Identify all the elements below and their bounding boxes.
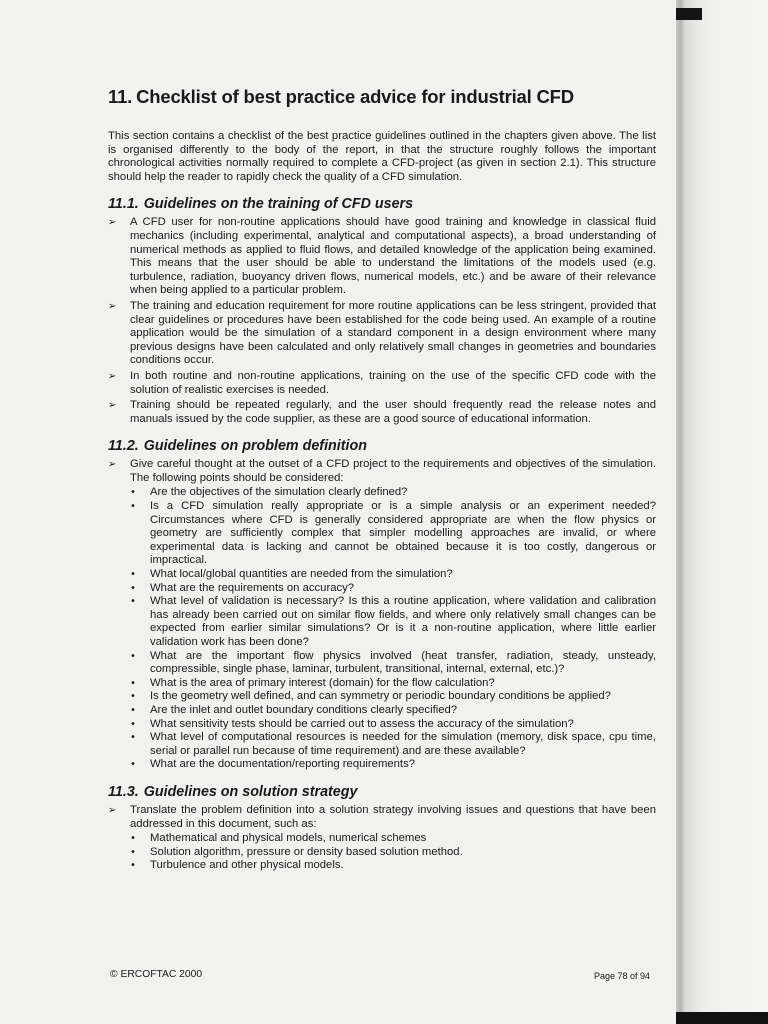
arrow-bullet-icon: ➢ bbox=[108, 804, 117, 816]
arrow-bullet-icon: ➢ bbox=[108, 217, 117, 229]
section-number: 11.2. bbox=[108, 438, 139, 455]
bullet-text: What are the requirements on accuracy? bbox=[150, 581, 355, 594]
bullet-dot-icon: • bbox=[130, 650, 136, 662]
bullet-dot-icon: • bbox=[130, 718, 136, 730]
bullet-text: Turbulence and other physical models. bbox=[150, 859, 344, 872]
bullet-dot-icon: • bbox=[130, 501, 136, 513]
intro-paragraph: This section contains a checklist of the best practice guidelines outlined in the chapters given above. The list is organised differently to the body of the report, in that the structure roughly follows the important chronological activities normally required to complete a CFD-project (as given in section 2.1). This structure should help the reader to rapidly check the quality of a CFD simulation. bbox=[108, 130, 656, 183]
section-title: Guidelines on problem definition bbox=[143, 438, 367, 455]
arrow-bullet-icon: ➢ bbox=[108, 300, 117, 312]
bullet-text: What are the important flow physics involved (heat transfer, radiation, steady, unsteady, compressible, single phase, laminar, turbulent, transitional, internal, external, etc.)? bbox=[150, 649, 656, 676]
item-text: The training and education requirement for more routine applications can be less stringent, provided that clear guidelines or procedures have been established for the code being used. An example of a routine application would be the simulation of a standard component in a design environment where many previous designs have been calculated and only relatively small changes in geometries and boundaries conditions occur. bbox=[130, 299, 656, 367]
bullet-text: What sensitivity tests should be carried out to assess the accuracy of the simulation? bbox=[150, 717, 574, 730]
bullet-text: What are the documentation/reporting requirements? bbox=[150, 758, 415, 771]
footer-copyright: © ERCOFTAC 2000 bbox=[110, 969, 203, 980]
bullet-dot-icon: • bbox=[130, 569, 136, 581]
item-text: Give careful thought at the outset of a CFD project to the requirements and objectives of the simulation. The following points should be considered: bbox=[130, 458, 656, 484]
bullet-dot-icon: • bbox=[130, 582, 136, 594]
arrow-list-item bbox=[108, 370, 656, 397]
bullet-text: What level of computational resources is needed for the simulation (memory, disk space, cpu time, serial or parallel run because of time requirement) and are these available? bbox=[150, 731, 656, 757]
bullet-text: What level of validation is necessary? Is this a routine application, where validation and calibration has already been carried out on similar flow fields, and where only relatively small changes can be expected from earlier similar simulations? Or is it a non-routine application, where little earlier validation work has been done? bbox=[150, 595, 656, 648]
section-heading bbox=[108, 784, 656, 800]
bullet-item bbox=[130, 731, 656, 758]
bullet-item bbox=[130, 859, 656, 873]
bullet-dot-icon: • bbox=[130, 833, 136, 845]
arrow-bullet-icon: ➢ bbox=[108, 400, 117, 412]
binding-spine bbox=[676, 0, 768, 1024]
bullet-item bbox=[130, 568, 656, 582]
bullet-item bbox=[130, 677, 656, 691]
item-text: Training should be repeated regularly, and the user should frequently read the release notes and manuals issued by the code supplier, as these are a good source of educational information. bbox=[130, 399, 656, 425]
bullet-text: Are the objectives of the simulation clearly defined? bbox=[150, 486, 408, 499]
bullet-text: Solution algorithm, pressure or density based solution method. bbox=[150, 845, 463, 858]
bullet-dot-icon: • bbox=[130, 860, 136, 872]
bullet-text: What local/global quantities are needed from the simulation? bbox=[150, 568, 453, 581]
arrow-bullet-icon: ➢ bbox=[108, 370, 117, 382]
chapter-number: 11. bbox=[108, 86, 133, 107]
arrow-list-item bbox=[108, 458, 656, 772]
bullet-item bbox=[130, 758, 656, 772]
bullet-dot-icon: • bbox=[130, 759, 136, 771]
footer-page-number: Page 78 of 94 bbox=[594, 971, 651, 981]
section-title: Guidelines on solution strategy bbox=[143, 783, 358, 800]
bullet-text: Are the inlet and outlet boundary conditions clearly specified? bbox=[150, 703, 458, 716]
chapter-title bbox=[108, 86, 656, 108]
section-heading bbox=[108, 196, 656, 212]
arrow-list-item bbox=[108, 300, 656, 368]
arrow-list-item bbox=[108, 399, 656, 426]
bullet-dot-icon: • bbox=[130, 596, 136, 608]
bullet-text: Is a CFD simulation really appropriate or is a simple analysis or an experiment needed? Circumstances where CFD is generally considered appropriate are when the flow physics or geometry are sufficiently complex that simpler modelling approaches are invalid, or where experimental data is lacking and cannot be obtained because it is too costly, dangerous or impractical. bbox=[150, 500, 656, 567]
section-title: Guidelines on the training of CFD users bbox=[143, 196, 414, 213]
bullet-item bbox=[130, 718, 656, 732]
bullet-list bbox=[130, 832, 656, 873]
chapter-title-text: Checklist of best practice advice for industrial CFD bbox=[136, 86, 574, 107]
bullet-list bbox=[130, 486, 656, 771]
bullet-text: Is the geometry well defined, and can symmetry or periodic boundary conditions be applied? bbox=[150, 690, 611, 703]
arrow-list-item bbox=[108, 216, 656, 298]
bullet-item bbox=[130, 650, 656, 677]
bullet-dot-icon: • bbox=[130, 846, 136, 858]
section-heading bbox=[108, 438, 656, 454]
binding-edge-bottom bbox=[676, 1012, 768, 1024]
bullet-dot-icon: • bbox=[130, 704, 136, 716]
item-text: In both routine and non-routine applications, training on the use of the specific CFD code with the solution of realistic exercises is needed. bbox=[130, 369, 656, 396]
bullet-item bbox=[130, 595, 656, 649]
item-text: A CFD user for non-routine applications should have good training and knowledge in classical fluid mechanics (including experimental, analytical and computational aspects), a broad understanding of numerical methods as applied to fluid flows, and detailed knowledge of the application being examined. This means that the user should be able to understand the limitations of the models used (e.g. turbulence, radiation, buoyancy driven flows, numerical models, etc.) and be aware of their relevance when being applied to a particular problem. bbox=[130, 216, 656, 297]
bullet-item bbox=[130, 832, 656, 846]
bullet-dot-icon: • bbox=[130, 691, 136, 703]
bullet-dot-icon: • bbox=[130, 677, 136, 689]
bullet-item bbox=[130, 846, 656, 860]
bullet-item bbox=[130, 500, 656, 568]
bullet-item bbox=[130, 582, 656, 596]
page-content bbox=[108, 86, 656, 875]
section-number: 11.1. bbox=[108, 196, 139, 213]
bullet-dot-icon: • bbox=[130, 732, 136, 744]
bullet-item bbox=[130, 704, 656, 718]
bullet-item bbox=[130, 486, 656, 500]
bullet-item bbox=[130, 690, 656, 704]
arrow-bullet-icon: ➢ bbox=[108, 459, 117, 471]
section-number: 11.3. bbox=[108, 783, 139, 800]
bullet-text: Mathematical and physical models, numerical schemes bbox=[150, 832, 427, 845]
item-text: Translate the problem definition into a solution strategy involving issues and questions that have been addressed in this document, such as: bbox=[130, 803, 656, 830]
bullet-text: What is the area of primary interest (domain) for the flow calculation? bbox=[150, 676, 495, 689]
binding-edge-top bbox=[676, 8, 702, 20]
arrow-list-item bbox=[108, 804, 656, 873]
bullet-dot-icon: • bbox=[130, 487, 136, 499]
